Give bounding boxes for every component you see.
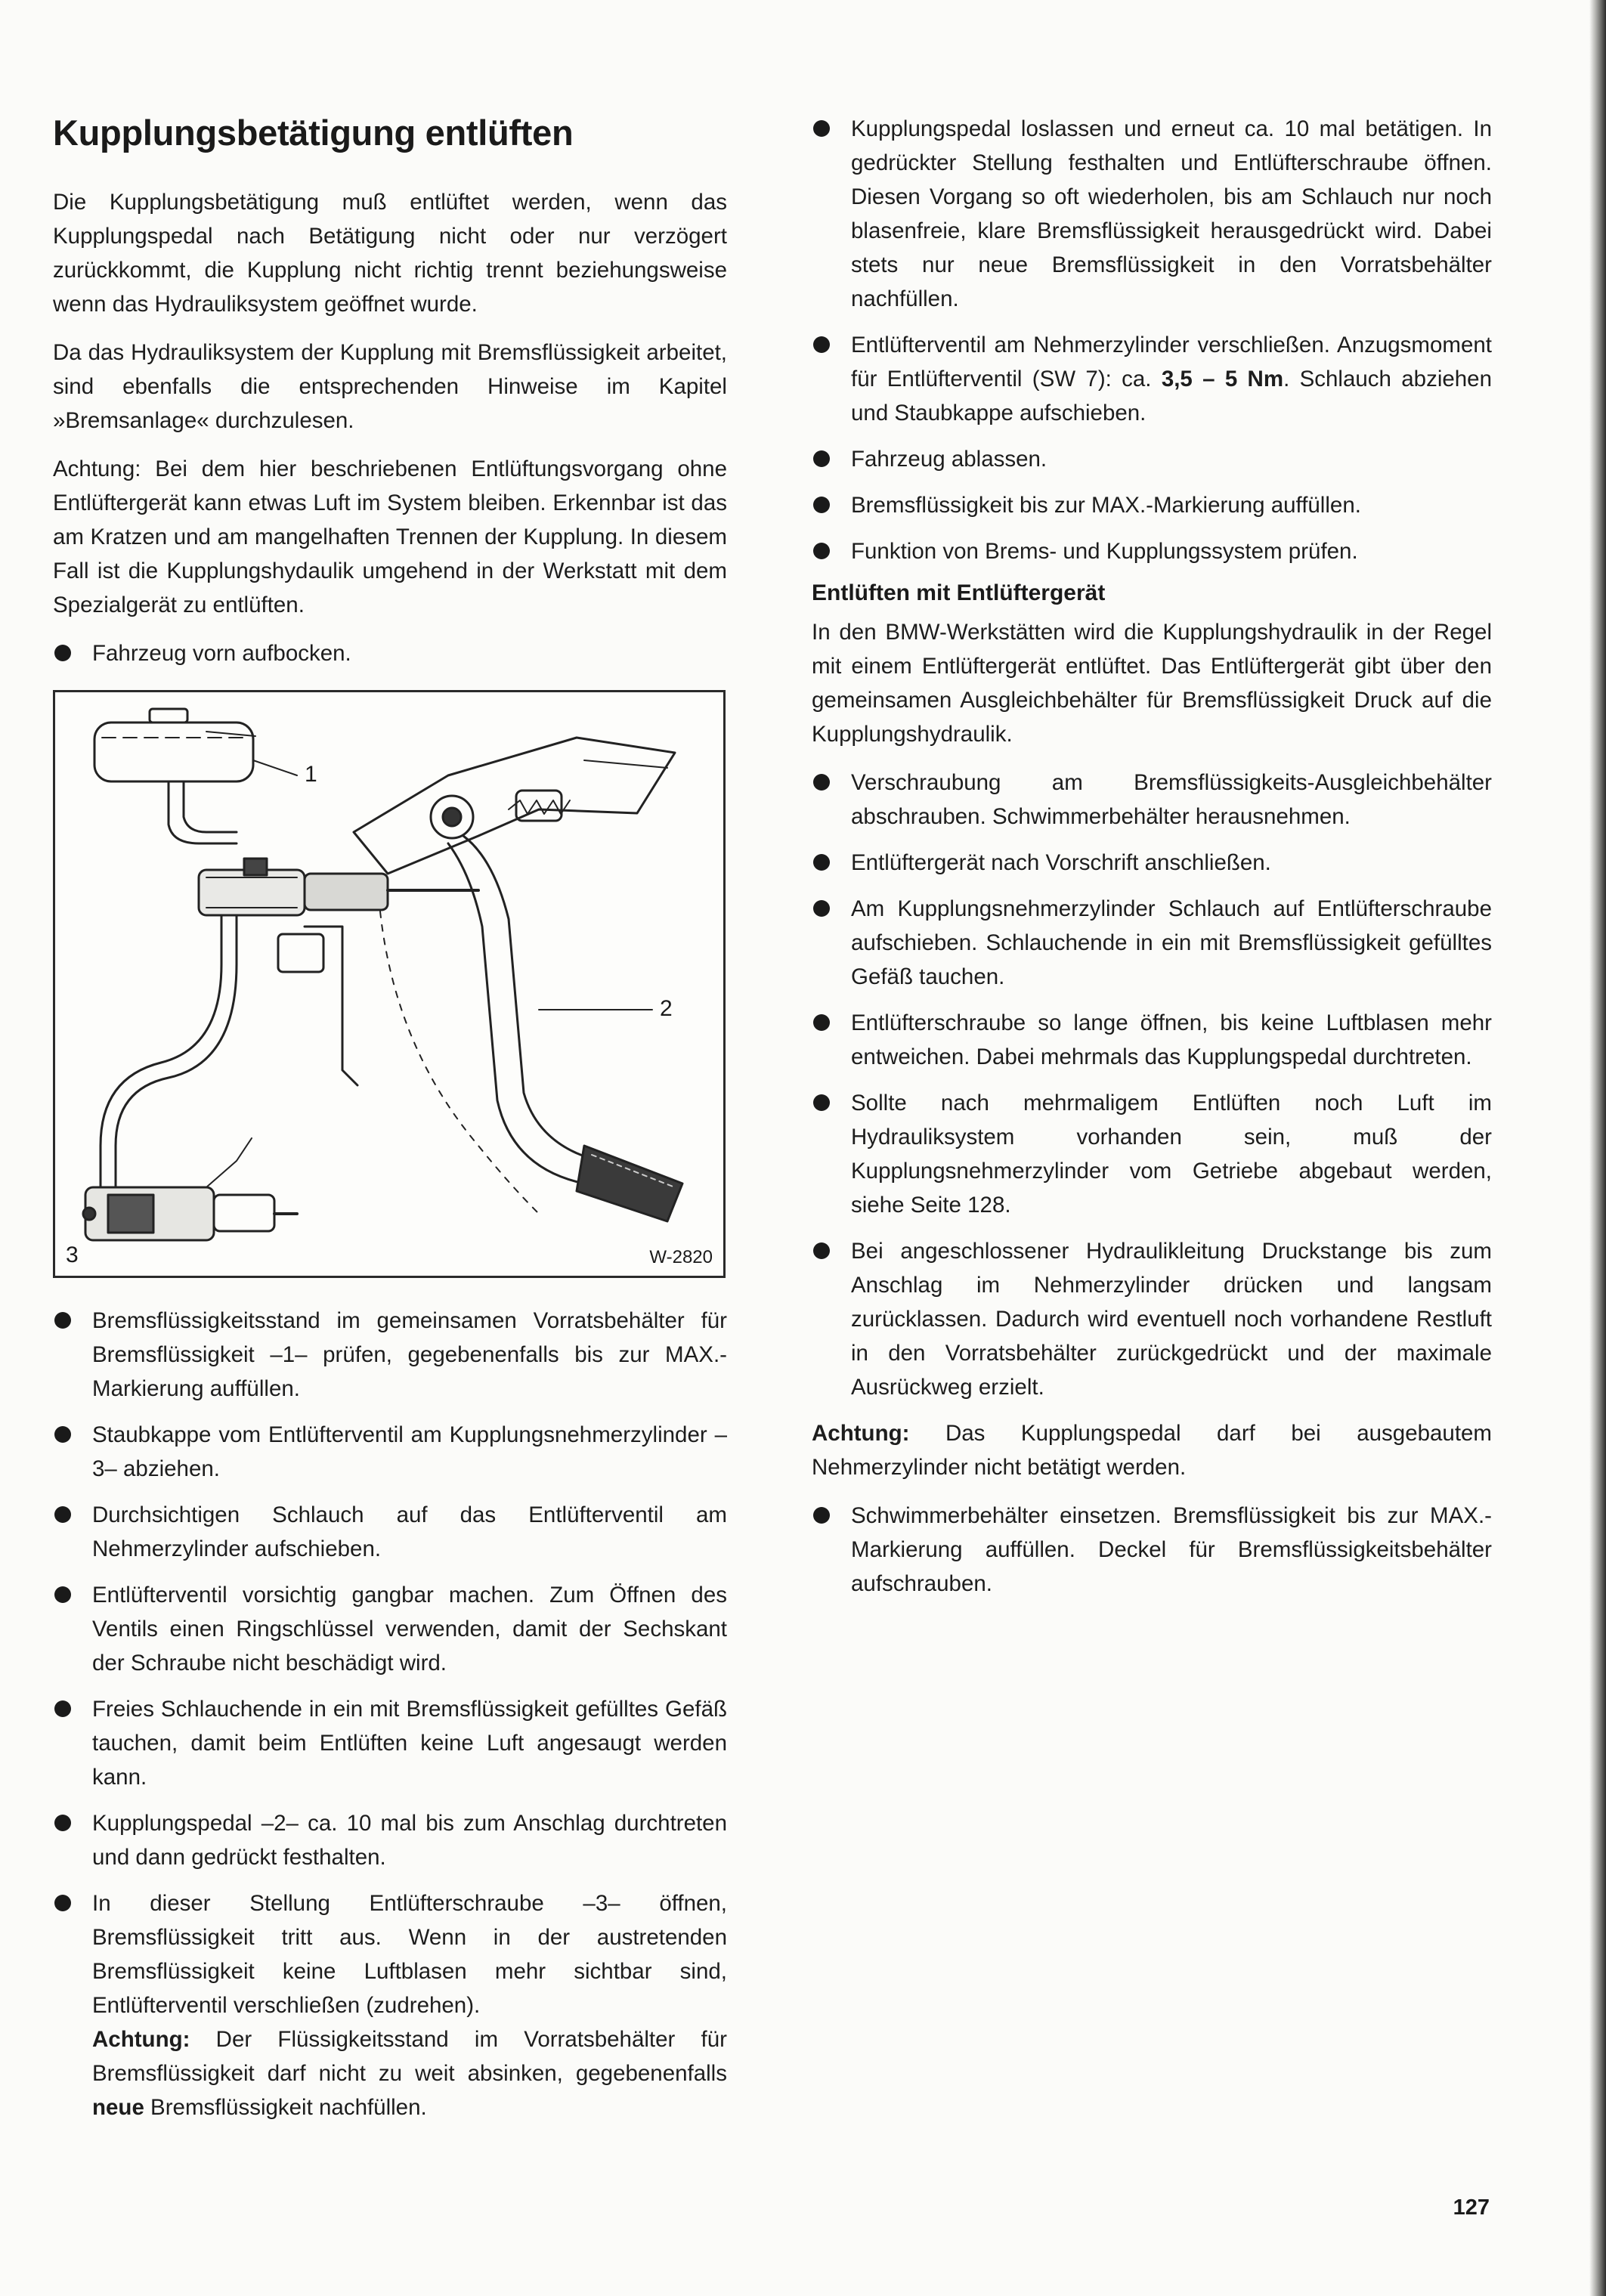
bullet-text: Entlüftergerät nach Vorschrift anschließen. <box>851 850 1271 875</box>
bullet-dot-icon <box>813 1507 830 1524</box>
bullet-item <box>812 892 1492 994</box>
bullet-item <box>53 1692 727 1794</box>
torque-value: 3,5 – 5 Nm <box>1161 367 1284 391</box>
bullet-dot-icon <box>813 1242 830 1259</box>
bullet-dot-icon <box>54 1506 71 1523</box>
warning-emphasis: neue <box>92 2095 144 2120</box>
bullet-dot-icon <box>54 1586 71 1603</box>
bullet-text: Kupplungspedal loslassen und erneut ca. 10 mal betätigen. In gedrückter Stellung festhalten und Entlüfterschraube öffnen. Diesen Vorgang so oft wiederholen, bis am Schlauch nur noch blasenfreie, klare Bremsflüssigkeit herausgedrückt wird. Dabei stets nur neue Bremsflüssigkeit in den Vorratsbehälter nachfüllen. <box>851 116 1492 311</box>
bullet-text: Bremsflüssigkeitsstand im gemeinsamen Vorratsbehälter für Bremsflüssigkeit –1– prüfen, gegebenenfalls bis zur MAX.-Markierung auffüllen. <box>92 1308 727 1401</box>
bullet-dot-icon <box>813 900 830 917</box>
page-number: 127 <box>1453 2195 1490 2220</box>
bullet-text: Bei angeschlossener Hydraulikleitung Druckstange bis zum Anschlag im Nehmerzylinder drücken und langsam zurücklassen. Dadurch wird eventuell noch vorhandene Restluft in den Vorratsbehälter zurückgedrückt und der maximale Ausrückweg erzielt. <box>851 1239 1492 1400</box>
bullet-text: Entlüfterventil am Nehmerzylinder verschließen. Anzugsmoment für Entlüfterventil (SW 7): ca. <box>851 333 1492 391</box>
bullet-item <box>812 766 1492 834</box>
reservoir-shape <box>94 723 253 781</box>
bullet-item <box>812 442 1492 476</box>
figure-label-pedal: 2 <box>660 996 673 1021</box>
bullet-dot-icon <box>813 120 830 137</box>
bullet-item <box>812 1234 1492 1404</box>
bullet-item <box>53 1498 727 1566</box>
page-title: Kupplungsbetätigung entlüften <box>53 113 574 153</box>
bullet-text: Am Kupplungsnehmerzylinder Schlauch auf Entlüfterschraube aufschieben. Schlauchende in ein mit Bremsflüssigkeit gefülltes Gefäß tauchen. <box>851 896 1492 989</box>
page-edge-shadow <box>1589 0 1606 2296</box>
bullet-dot-icon <box>813 774 830 791</box>
bullet-text: Kupplungspedal –2– ca. 10 mal bis zum Anschlag durchtreten und dann gedrückt festhalten. <box>92 1811 727 1870</box>
bullet-dot-icon <box>813 450 830 467</box>
bullet-dot-icon <box>813 1014 830 1031</box>
bullet-dot-icon <box>54 1895 71 1911</box>
bullet-text: Sollte nach mehrmaligem Entlüften noch Luft im Hydrauliksystem vorhanden sein, muß der Kupplungsnehmerzylinder vom Getriebe abgebaut werden, siehe Seite 128. <box>851 1091 1492 1218</box>
bullet-dot-icon <box>54 1700 71 1717</box>
section-subheading: Entlüften mit Entlüftergerät <box>812 580 1106 605</box>
bullet-item <box>53 1304 727 1406</box>
warning-label: Achtung: <box>812 1421 910 1446</box>
bullet-text: In dieser Stellung Entlüfterschraube –3– öffnen, Bremsflüssigkeit tritt aus. Wenn in der austretenden Bremsflüssigkeit keine Luftblasen mehr sichtbar sind, Entlüfterventil verschließen (zudrehen). <box>92 1891 727 2018</box>
bullet-text: Verschraubung am Bremsflüssigkeits-Ausgleichbehälter abschrauben. Schwimmerbehälter herausnehmen. <box>851 770 1492 829</box>
bullet-dot-icon <box>54 1426 71 1443</box>
warning-text: Der Flüssigkeitsstand im Vorratsbehälter für Bremsflüssigkeit darf nicht zu weit absinken, gegebenenfalls <box>92 2027 727 2086</box>
warning-text-end: Bremsflüssigkeit nachfüllen. <box>144 2095 427 2120</box>
right-column <box>812 112 1492 1613</box>
bullet-dot-icon <box>813 497 830 513</box>
bullet-item <box>53 636 727 670</box>
bullet-item <box>812 1006 1492 1074</box>
intro-paragraph-2: Da das Hydrauliksystem der Kupplung mit Bremsflüssigkeit arbeitet, sind ebenfalls die entsprechenden Hinweise im Kapitel »Bremsanlage« durchzulesen. <box>53 340 727 433</box>
bullet-item <box>53 1886 727 2124</box>
bullet-dot-icon <box>54 1312 71 1329</box>
bullet-text: Durchsichtigen Schlauch auf das Entlüfterventil am Nehmerzylinder aufschieben. <box>92 1502 727 1561</box>
warning-paragraph <box>812 1416 1492 1484</box>
bullet-dot-icon <box>54 1815 71 1831</box>
bullet-text: Fahrzeug ablassen. <box>851 447 1047 472</box>
warning-label: Achtung: <box>92 2027 190 2052</box>
figure-label-reservoir: 1 <box>305 762 317 787</box>
warning-text: Das Kupplungspedal darf bei ausgebautem Nehmerzylinder nicht betätigt werden. <box>812 1421 1492 1480</box>
intro-paragraph-3: Achtung: Bei dem hier beschriebenen Entlüftungsvorgang ohne Entlüftergerät kann etwas Luft im System bleiben. Erkennbar ist das am Kratzen und am mangelhaften Trennen der Kupplung. In diesem Fall ist die Kupplungshydaulik umgehend in der Werkstatt mit dem Spezialgerät zu entlüften. <box>53 456 727 617</box>
bullet-text: Bremsflüssigkeit bis zur MAX.-Markierung auffüllen. <box>851 493 1361 518</box>
figure-code: W-2820 <box>649 1247 713 1267</box>
clutch-hydraulics-figure <box>53 690 726 1278</box>
bullet-dot-icon <box>813 543 830 559</box>
bullet-item <box>53 1806 727 1874</box>
bullet-item <box>812 534 1492 568</box>
bullet-text: Staubkappe vom Entlüfterventil am Kupplungsnehmerzylinder –3– abziehen. <box>92 1422 727 1481</box>
figure-label-slave-cylinder: 3 <box>66 1242 79 1267</box>
bullet-text: Funktion von Brems- und Kupplungssystem prüfen. <box>851 539 1358 564</box>
bullet-item <box>812 488 1492 522</box>
bullet-item <box>812 846 1492 880</box>
bullet-dot-icon <box>54 645 71 661</box>
bullet-text: Freies Schlauchende in ein mit Bremsflüssigkeit gefülltes Gefäß tauchen, damit beim Entlüften keine Luft angesaugt werden kann. <box>92 1697 727 1790</box>
bullet-item-torque <box>812 328 1492 430</box>
bullet-item <box>812 112 1492 316</box>
bullet-dot-icon <box>813 1094 830 1111</box>
section-intro-paragraph: In den BMW-Werkstätten wird die Kupplungshydraulik in der Regel mit einem Entlüftergerät entlüftet. Das Entlüftergerät gibt über den gemeinsamen Ausgleichbehälter für Bremsflüssigkeit Druck auf die Kupplungshydraulik. <box>812 620 1492 747</box>
bullet-dot-icon <box>813 336 830 353</box>
bullet-item <box>812 1499 1492 1601</box>
clutch-hydraulics-drawing <box>55 692 723 1276</box>
bullet-text: Schwimmerbehälter einsetzen. Bremsflüssigkeit bis zur MAX.-Markierung auffüllen. Deckel für Bremsflüssigkeitsbehälter aufschrauben. <box>851 1503 1492 1596</box>
bullet-item <box>53 1578 727 1680</box>
bullet-text: Entlüfterschraube so lange öffnen, bis keine Luftblasen mehr entweichen. Dabei mehrmals das Kupplungspedal durchtreten. <box>851 1010 1492 1069</box>
bullet-text: Fahrzeug vorn aufbocken. <box>92 641 351 666</box>
intro-paragraph-1: Die Kupplungsbetätigung muß entlüftet werden, wenn das Kupplungspedal nach Betätigung nicht oder nur verzögert zurückkommt, die Kupplung nicht richtig trennt beziehungsweise wenn das Hydrauliksystem geöffnet wurde. <box>53 190 727 317</box>
bullet-dot-icon <box>813 854 830 871</box>
bullet-item <box>53 1418 727 1486</box>
bullet-text-end: . Schlauch abziehen und Staubkappe aufschieben. <box>851 367 1492 425</box>
bullet-item <box>812 1086 1492 1222</box>
bullet-text: Entlüfterventil vorsichtig gangbar machen. Zum Öffnen des Ventils einen Ringschlüssel verwenden, damit der Sechskant der Schraube nicht beschädigt wird. <box>92 1583 727 1676</box>
left-column <box>53 112 727 2137</box>
